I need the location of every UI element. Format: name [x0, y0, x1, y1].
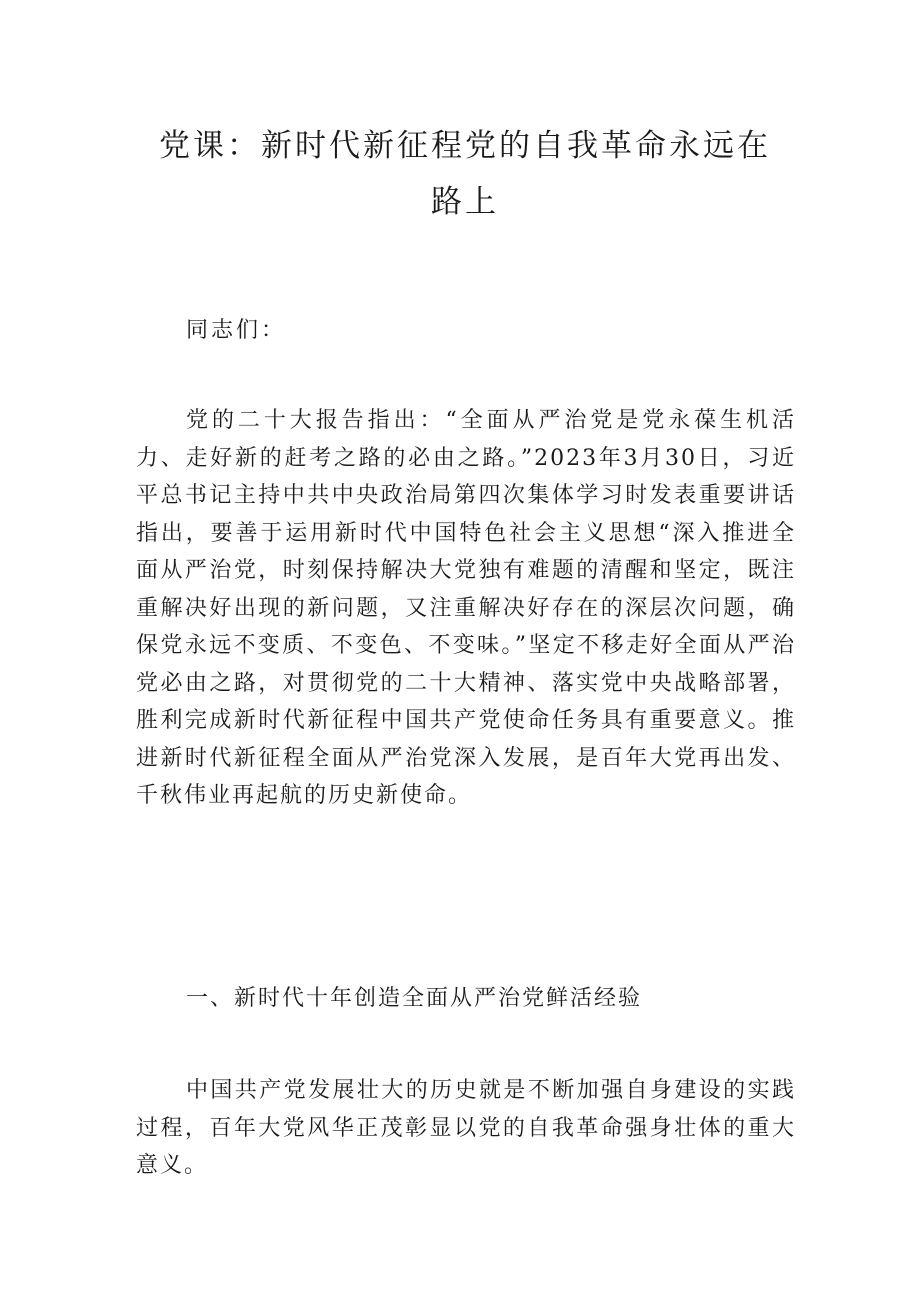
paragraph: 中国共产党发展壮大的历史就是不断加强自身建设的实践过程，百年大党风华正茂彰显以党的自我革命强身壮体的重大意义。 — [136, 1078, 796, 1178]
section-heading: 一、新时代十年创造全面从严治党鲜活经验 — [186, 986, 643, 1011]
paragraph: 党的二十大报告指出：“全面从严治党是党永葆生机活力、走好新的赶考之路的必由之路。”2023年3月30日，习近平总书记主持中共中央政治局第四次集体学习时发表重要讲话指出，要善于运用新时代中国特色社会主义思想“深入推进全面从严治党，时刻保持解决大党独有难题的清醒和坚定，既注重解决好出现的新问题，又注重解决好存在的深层次问题，确保党永远不变质、不变色、不变味。”坚定不移走好全面从严治党必由之路，对贯彻党的二十大精神、落实党中央战略部署，胜利完成新时代新征程中国共产党使命任务具有重要意义。推进新时代新征程全面从严治党深入发展，是百年大党再出发、千秋伟业再起航的历史新使命。 — [136, 408, 796, 808]
document-title: 党课：新时代新征程党的自我革命永远在路上 — [159, 128, 771, 220]
salutation: 同志们： — [186, 318, 287, 343]
